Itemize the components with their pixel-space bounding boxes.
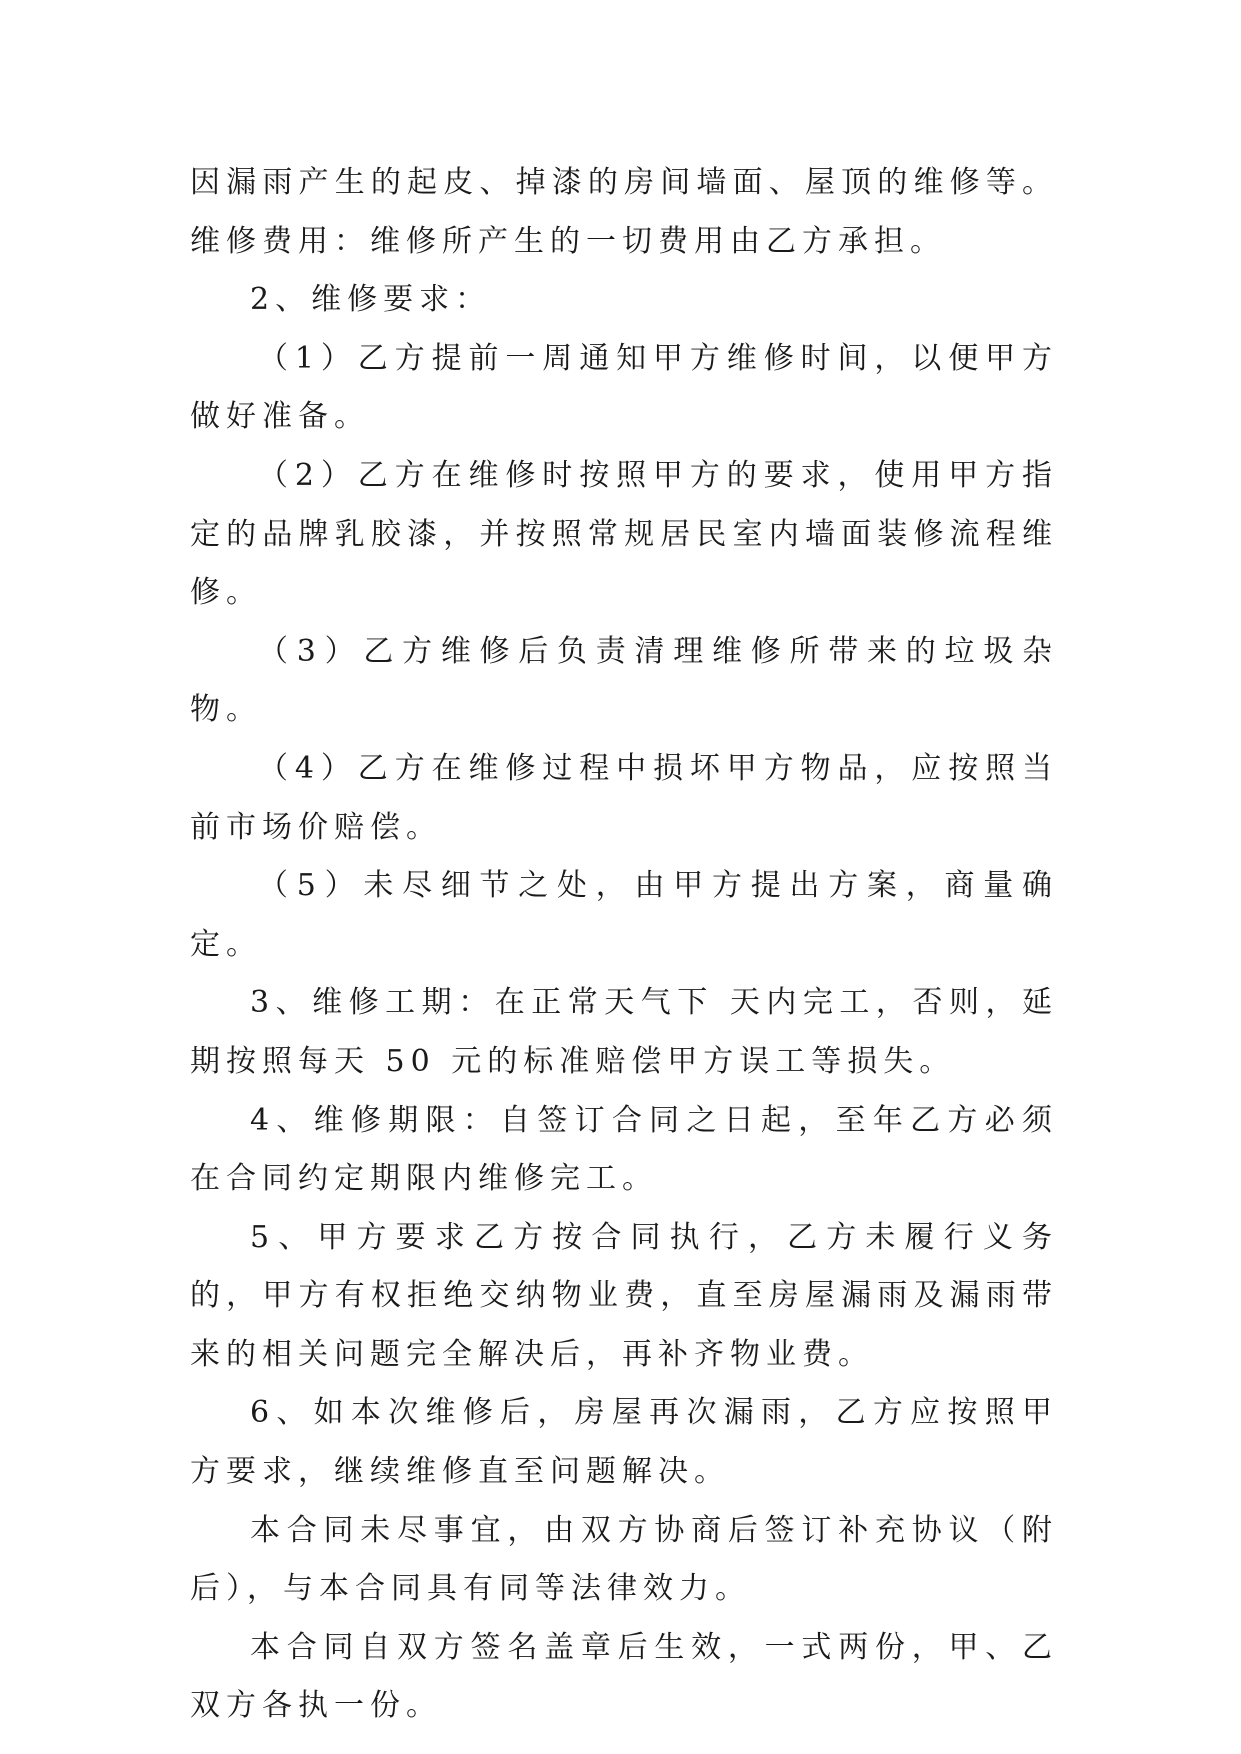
paragraph-recurring-leak: 6、如本次维修后，房屋再次漏雨，乙方应按照甲方要求，继续维修直至问题解决。 [190,1395,1058,1490]
paragraph-repair-duration: 3、维修工期：在正常天气下 天内完工，否则，延期按照每天 50 元的标准赔偿甲方误工等损失。 [190,985,1058,1079]
contract-body [190,154,1058,1736]
paragraph-repair-scope: 因漏雨产生的起皮、掉漆的房间墙面、屋顶的维修等。维修费用：维修所产生的一切费用由乙方承担。 [190,165,1058,259]
paragraph-enforcement: 5、甲方要求乙方按合同执行，乙方未履行义务的，甲方有权拒绝交纳物业费，直至房屋漏雨及漏雨带来的相关问题完全解决后，再补齐物业费。 [190,1219,1058,1372]
paragraph-requirement-4: （4）乙方在维修过程中损坏甲方物品，应按照当前市场价赔偿。 [190,750,1058,845]
paragraph-requirement-1: （1）乙方提前一周通知甲方维修时间，以便甲方做好准备。 [190,340,1058,435]
paragraph-requirement-2: （2）乙方在维修时按照甲方的要求，使用甲方指定的品牌乳胶漆，并按照常规居民室内墙面装修流程维修。 [190,457,1058,611]
paragraph-repair-deadline: 4、维修期限：自签订合同之日起，至年乙方必须在合同约定期限内维修完工。 [190,1102,1058,1197]
paragraph-effective-clause: 本合同自双方签名盖章后生效，一式两份，甲、乙双方各执一份。 [190,1629,1058,1724]
paragraph-requirement-5: （5）未尽细节之处，由甲方提出方案，商量确定。 [190,868,1058,962]
paragraph-supplementary-agreement: 本合同未尽事宜，由双方协商后签订补充协议（附后），与本合同具有同等法律效力。 [190,1512,1058,1607]
paragraph-repair-requirements-heading: 2、维修要求： [250,282,492,318]
paragraph-requirement-3: （3）乙方维修后负责清理维修所带来的垃圾杂物。 [190,633,1058,728]
